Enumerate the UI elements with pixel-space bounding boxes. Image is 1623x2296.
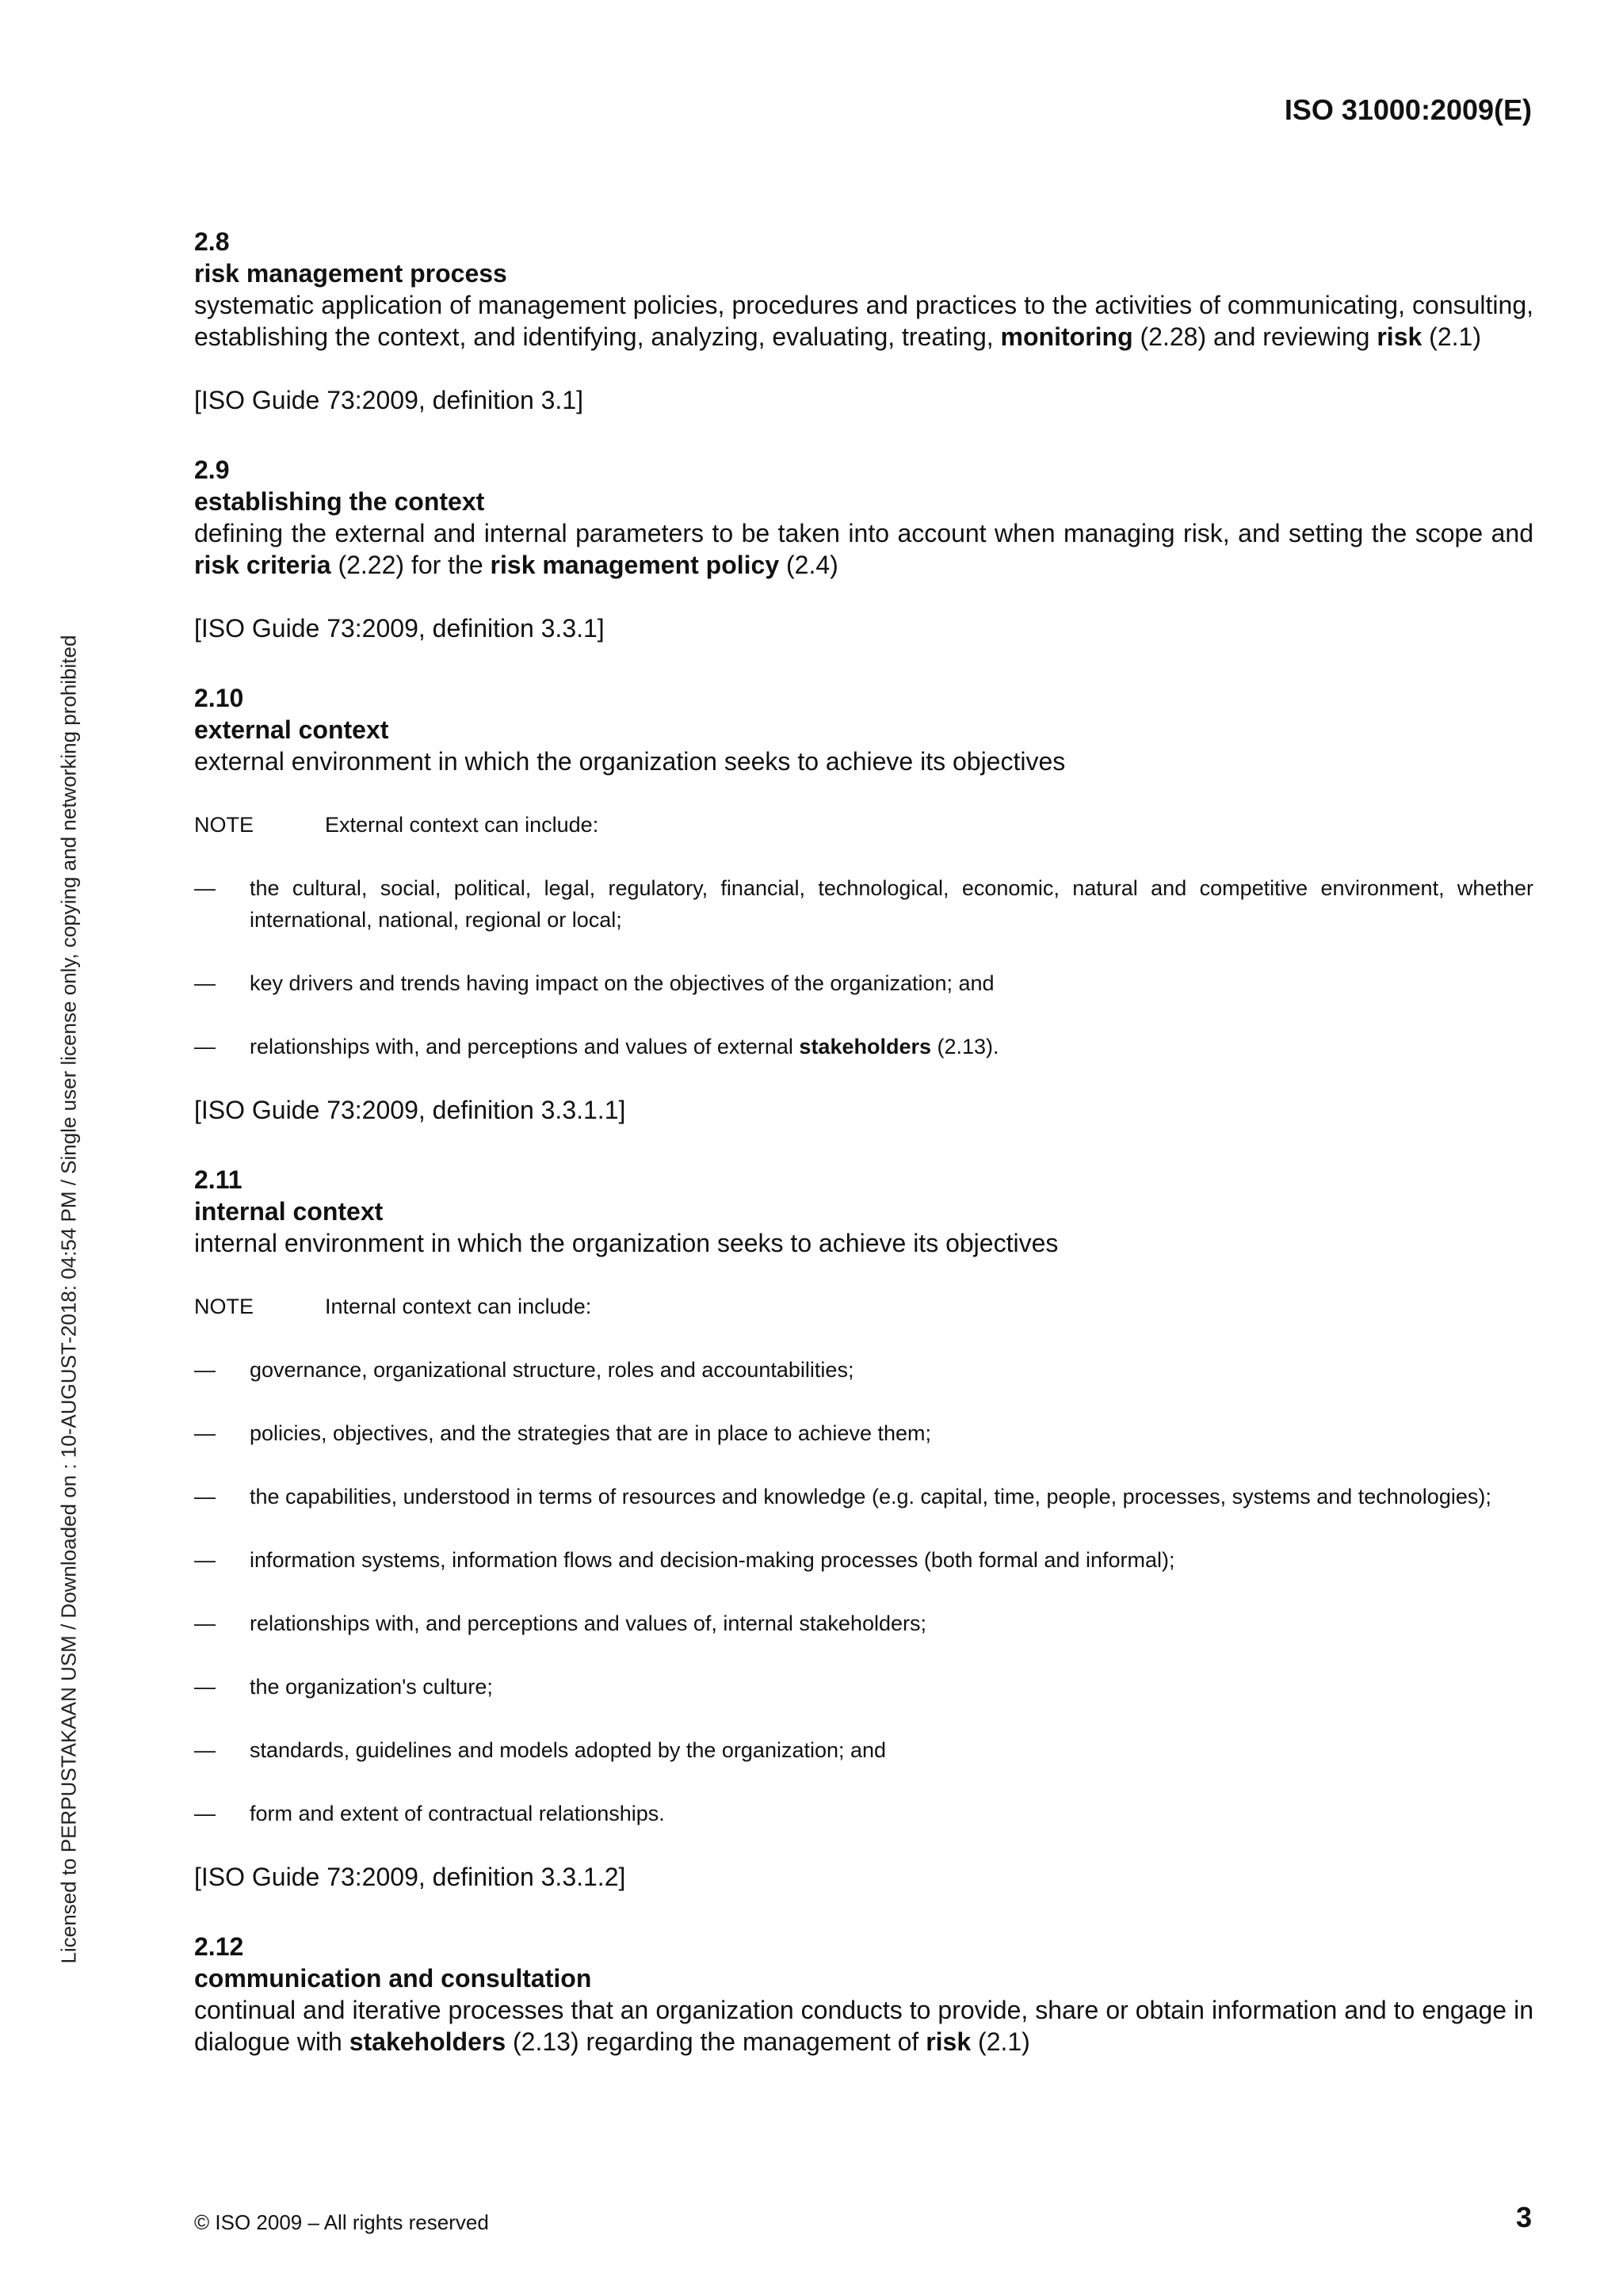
- dash-bullet: —: [194, 876, 216, 900]
- term-name: risk management process: [194, 259, 507, 288]
- term-entry: [194, 454, 1533, 644]
- term-entry: [194, 1931, 1533, 2058]
- term-definition: [194, 1227, 1533, 1259]
- list-item-text: [250, 1481, 1533, 1512]
- term-definition: [194, 289, 1533, 353]
- text-run: internal environment in which the organization seeks to achieve its objectives: [194, 1229, 1059, 1257]
- text-run: systematic application of management policies, procedures and practices to the activities of communicating, consulting, establishing the context, and identifying, analyzing, evaluating, treating,: [194, 291, 1533, 351]
- dash-bullet: —: [194, 1421, 216, 1445]
- list-item: [194, 1481, 1533, 1512]
- term-name: establishing the context: [194, 487, 485, 516]
- text-run: information systems, information flows and decision-making processes (both formal and informal);: [250, 1548, 1175, 1572]
- term-source-reference: [ISO Guide 73:2009, definition 3.3.1.2]: [194, 1863, 626, 1891]
- list-item: [194, 872, 1533, 936]
- text-run: the capabilities, understood in terms of resources and knowledge (e.g. capital, time, people, processes, systems and technologies);: [250, 1485, 1491, 1508]
- list-item-text: [250, 1354, 1533, 1386]
- text-run: form and extent of contractual relationships.: [250, 1802, 665, 1825]
- dash-bullet: —: [194, 1611, 216, 1635]
- text-run: (2.28) and reviewing: [1132, 322, 1377, 351]
- list-item: [194, 1734, 1533, 1766]
- list-item-text: [250, 1544, 1533, 1576]
- text-run: relationships with, and perceptions and values of, internal stakeholders;: [250, 1611, 927, 1635]
- standard-header: ISO 31000:2009(E): [1284, 93, 1532, 126]
- list-item: [194, 1544, 1533, 1576]
- term-name: internal context: [194, 1197, 384, 1226]
- bold-term-reference: risk: [1377, 322, 1423, 351]
- text-run: policies, objectives, and the strategies that are in place to achieve them;: [250, 1421, 931, 1445]
- text-run: (2.13).: [931, 1035, 999, 1058]
- list-item-text: [250, 1671, 1533, 1703]
- list-item: [194, 1608, 1533, 1639]
- text-run: relationships with, and perceptions and values of external: [250, 1035, 800, 1058]
- text-run: continual and iterative processes that an organization conducts to provide, share or obtain information and to engage in dialogue with: [194, 1996, 1533, 2056]
- text-run: (2.13) regarding the management of: [506, 2027, 926, 2056]
- term-source-reference: [ISO Guide 73:2009, definition 3.3.1.1]: [194, 1096, 626, 1124]
- list-item-text: [250, 1798, 1533, 1829]
- dash-bullet: —: [194, 1485, 216, 1508]
- list-item: [194, 1354, 1533, 1386]
- text-run: governance, organizational structure, roles and accountabilities;: [250, 1358, 854, 1382]
- text-run: (2.1): [971, 2027, 1030, 2056]
- document-body: [194, 226, 1533, 2096]
- note-text: External context can include:: [325, 813, 599, 837]
- term-number: 2.12: [194, 1932, 244, 1961]
- bold-term-reference: stakeholders: [799, 1035, 931, 1058]
- dash-bullet: —: [194, 1675, 216, 1699]
- footer-copyright: © ISO 2009 – All rights reserved: [194, 2210, 489, 2234]
- bold-term-reference: stakeholders: [349, 2027, 506, 2056]
- term-number: 2.10: [194, 684, 244, 712]
- text-run: standards, guidelines and models adopted by the organization; and: [250, 1738, 887, 1762]
- dash-bullet: —: [194, 1738, 216, 1762]
- text-run: defining the external and internal parameters to be taken into account when managing risk, and setting the scope and: [194, 519, 1533, 547]
- dash-bullet: —: [194, 971, 216, 995]
- term-name: communication and consultation: [194, 1964, 592, 1993]
- page-number: 3: [1515, 2201, 1532, 2233]
- list-item-text: [250, 1734, 1533, 1766]
- dash-bullet: —: [194, 1358, 216, 1382]
- term-entry: [194, 226, 1533, 416]
- bold-term-reference: monitoring: [1000, 322, 1133, 351]
- text-run: the cultural, social, political, legal, regulatory, financial, technological, economic, natural and competitive environment, whether international, national, regional or local;: [250, 876, 1533, 932]
- list-item-text: [250, 967, 1533, 999]
- note-label: NOTE: [194, 813, 254, 837]
- note-text: Internal context can include:: [325, 1295, 592, 1318]
- note: [194, 809, 1533, 841]
- text-run: the organization's culture;: [250, 1675, 493, 1699]
- license-watermark: Licensed to PERPUSTAKAAN USM / Downloaded on : 10-AUGUST-2018: 04:54 PM / Single user license only, copying and networking prohibited: [56, 635, 81, 1964]
- term-entry: [194, 682, 1533, 1126]
- dash-bullet: —: [194, 1035, 216, 1058]
- list-item-text: [250, 1031, 1533, 1062]
- bold-term-reference: risk: [926, 2027, 972, 2056]
- list-item-text: [250, 872, 1533, 936]
- dash-bullet: —: [194, 1548, 216, 1572]
- text-run: external environment in which the organization seeks to achieve its objectives: [194, 747, 1066, 776]
- list-item-text: [250, 1417, 1533, 1449]
- text-run: (2.1): [1422, 322, 1481, 351]
- bold-term-reference: risk management policy: [490, 551, 780, 579]
- note-list: [194, 1354, 1533, 1829]
- term-number: 2.8: [194, 227, 230, 256]
- text-run: key drivers and trends having impact on the objectives of the organization; and: [250, 971, 995, 995]
- list-item: [194, 1417, 1533, 1449]
- text-run: (2.22) for the: [330, 551, 491, 579]
- list-item: [194, 1671, 1533, 1703]
- term-source-reference: [ISO Guide 73:2009, definition 3.1]: [194, 386, 583, 414]
- term-entry: [194, 1164, 1533, 1893]
- term-number: 2.9: [194, 456, 230, 484]
- term-definition: [194, 1994, 1533, 2058]
- term-name: external context: [194, 715, 389, 744]
- term-definition: [194, 746, 1533, 777]
- list-item-text: [250, 1608, 1533, 1639]
- note: [194, 1291, 1533, 1322]
- term-number: 2.11: [194, 1165, 242, 1194]
- list-item: [194, 1031, 1533, 1062]
- term-definition: [194, 517, 1533, 581]
- dash-bullet: —: [194, 1802, 216, 1825]
- list-item: [194, 1798, 1533, 1829]
- note-list: [194, 872, 1533, 1062]
- note-label: NOTE: [194, 1295, 254, 1318]
- text-run: (2.4): [779, 551, 838, 579]
- bold-term-reference: risk criteria: [194, 551, 331, 579]
- term-source-reference: [ISO Guide 73:2009, definition 3.3.1]: [194, 614, 605, 643]
- list-item: [194, 967, 1533, 999]
